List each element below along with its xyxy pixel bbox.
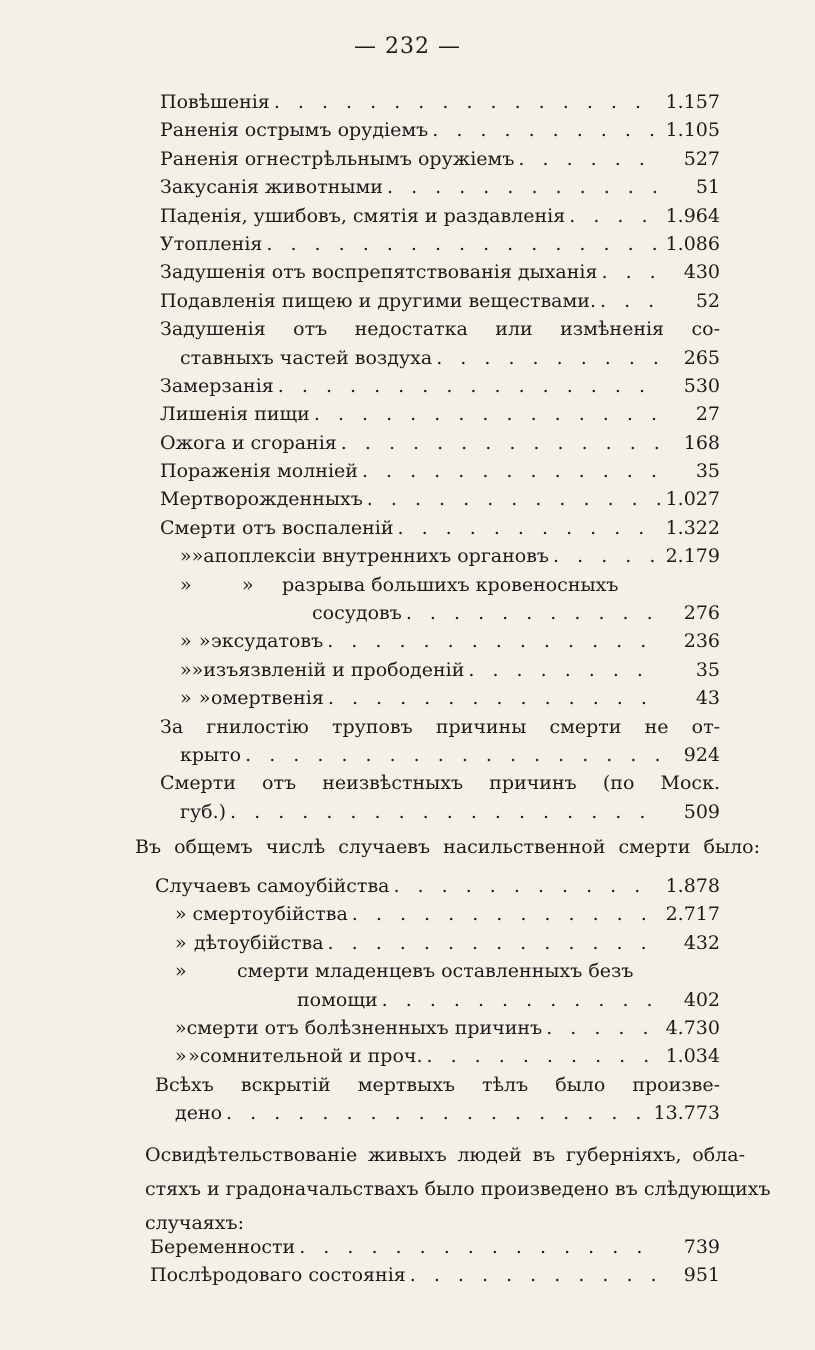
list-item: Закусанія животными . . . 51 [160,173,720,201]
list-item: Повѣшенія . . . 1.157 [160,88,720,116]
list-item-line2: дено . . . 13.773 [155,1099,720,1127]
sub-list-item: » » омертвенія . . . 43 [160,684,720,712]
list-item: Утопленія . . . 1.086 [160,230,720,258]
list-item-line1: Смерти отъ неизвѣстныхъ причинъ (по Моск. [160,772,720,795]
list-item: Ожога и сгоранія . . . 168 [160,429,720,457]
list-item: » дѣтоубійства . . . 432 [155,929,720,957]
list-item: Пораженія молніей . . . 35 [160,457,720,485]
list-item: Лишенія пищи . . . 27 [160,400,720,428]
list-item-line1: Задушенія отъ недостатка или измѣненія со- [160,318,720,341]
paragraph: Освидѣтельствованіе живыхъ людей въ губерніяхъ, обла- стяхъ и градоначальствахъ было произведено въ слѣдующихъ случаяхъ: [145,1144,771,1234]
list-item-line2: помощи . . . 402 [155,986,720,1014]
sub-list-item: » » апоплексіи внутреннихъ органовъ . . . 2.179 [160,542,720,570]
list-item: Паденія, ушибовъ, смятія и раздавленія . . . 1.964 [160,202,720,230]
list-item: Замерзанія . . . 530 [160,372,720,400]
sub-list-item: » » изъязвленій и прободеній . . . 35 [160,656,720,684]
list-item-line1: Всѣхъ вскрытій мертвыхъ тѣлъ было произве- [155,1073,720,1096]
list-item: Беременности . . . 739 [150,1233,720,1261]
sub-list-item-line2: сосудовъ . . . 276 [160,599,720,627]
violent-death-list [155,872,720,1128]
list-item: » смертоубійства . . . 2.717 [155,900,720,928]
sub-list-item: » » эксудатовъ . . . 236 [160,627,720,655]
list-item: » » сомнительной и проч. . . . 1.034 [155,1042,720,1070]
list-item: Послѣродоваго состоянія . . . 951 [150,1261,720,1289]
list-item-line2: крыто . . . 924 [160,741,720,769]
section-heading: Въ общемъ числѣ случаевъ насильственной смерти было: [135,836,760,858]
living-exam-list [150,1233,720,1290]
list-item: Смерти отъ воспаленій . . . 1.322 [160,514,720,542]
list-item: » смерти отъ болѣзненныхъ причинъ . . . 4.730 [155,1014,720,1042]
list-item: Раненія острымъ орудіемъ . . . 1.105 [160,116,720,144]
list-item: Раненія огнестрѣльнымъ оружіемъ . . . 527 [160,145,720,173]
list-item: Случаевъ самоубійства . . . 1.878 [155,872,720,900]
list-item: Задушенія отъ воспрепятствованія дыханія . . . 430 [160,258,720,286]
list-item-line1: » смерти младенцевъ оставленныхъ безъ [175,960,634,983]
sub-list-item-line1: » » разрыва большихъ кровеносныхъ [180,573,619,596]
list-item: Мертворожденныхъ . . . 1.027 [160,485,720,513]
list-item-line1: За гнилостію труповъ причины смерти не от- [160,715,720,738]
list-item: Подавленія пищею и другими веществами. . . . 52 [160,287,720,315]
causes-list [160,88,720,826]
list-item-line2: губ.) . . . 509 [160,798,720,826]
page-number: — 232 — [354,34,461,59]
list-item-line2: ставныхъ частей воздуха . . . 265 [160,344,720,372]
